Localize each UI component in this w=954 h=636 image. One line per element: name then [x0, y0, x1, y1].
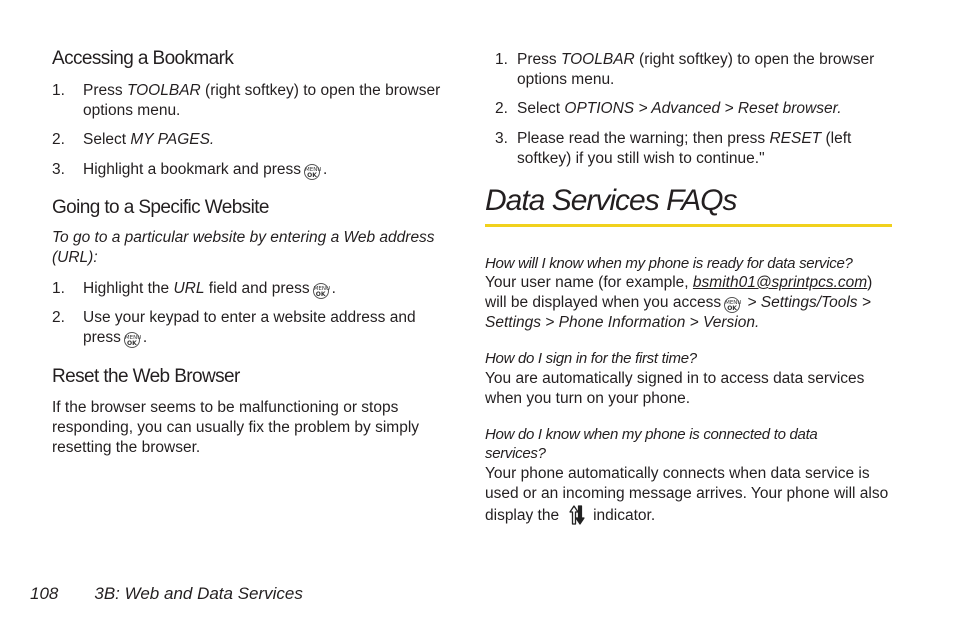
page-number: 108 [30, 584, 59, 603]
faq-question-2: How do I sign in for the first time? [485, 350, 697, 367]
data-connection-icon [567, 504, 587, 532]
heading-reset-browser: Reset the Web Browser [52, 366, 240, 387]
reset-step-2: 2. Select OPTIONS > Advanced > Reset browser. [495, 100, 842, 117]
website-step-1: 1. Highlight the URL field and press MENU OK . [52, 280, 336, 298]
example-username-link: bsmith01@sprintpcs.com [692, 274, 868, 291]
reset-step-1: 1. Press TOOLBAR (right softkey) to open the browser options menu. [495, 51, 875, 88]
bookmark-step-3: 3. Highlight a bookmark and press MENU OK . [52, 161, 328, 179]
faq-answer-2: You are automatically signed in to access data services when you turn on your phone. [485, 370, 865, 407]
website-step-2: 2. Use your keypad to enter a website address and press MENU OK . [52, 309, 416, 347]
bookmark-step-2: 2. Select MY PAGES. [52, 131, 215, 148]
faq-title: Data Services FAQs [485, 184, 737, 217]
faq-answer-1: Your user name (for example, bsmith01@sprintpcs.com) will be displayed when you access MENU OK > Settings/Tools > Settings > Phone Information > Version. [485, 274, 873, 331]
title-underline-rule [485, 224, 892, 227]
faq-question-1: How will I know when my phone is ready for data service? [485, 255, 853, 272]
page-footer [30, 584, 303, 604]
heading-accessing-bookmark: Accessing a Bookmark [52, 48, 234, 69]
reset-step-3: 3. Please read the warning; then press RESET (left softkey) if you still wish to continue." [495, 130, 852, 167]
bookmark-step-1: 1. Press TOOLBAR (right softkey) to open the browser options menu. [52, 82, 441, 119]
faq-question-3: How do I know when my phone is connected to data services? [485, 426, 818, 462]
section-name: 3B: Web and Data Services [94, 584, 303, 603]
heading-going-to-website: Going to a Specific Website [52, 197, 269, 218]
reset-body: If the browser seems to be malfunctioning or stops responding, you can usually fix the problem by simply resetting the browser. [52, 399, 420, 456]
menu-ok-key-icon: MENU OK [313, 283, 329, 299]
menu-ok-key-icon: MENU OK [124, 332, 140, 348]
menu-ok-key-icon: MENU OK [724, 297, 740, 313]
faq-answer-3: Your phone automatically connects when data service is used or an incoming message arrives. Your phone will also display the indicator. [485, 464, 895, 532]
website-intro: To go to a particular website by entering a Web address (URL): [52, 229, 435, 266]
menu-ok-key-icon: MENU OK [304, 164, 320, 180]
